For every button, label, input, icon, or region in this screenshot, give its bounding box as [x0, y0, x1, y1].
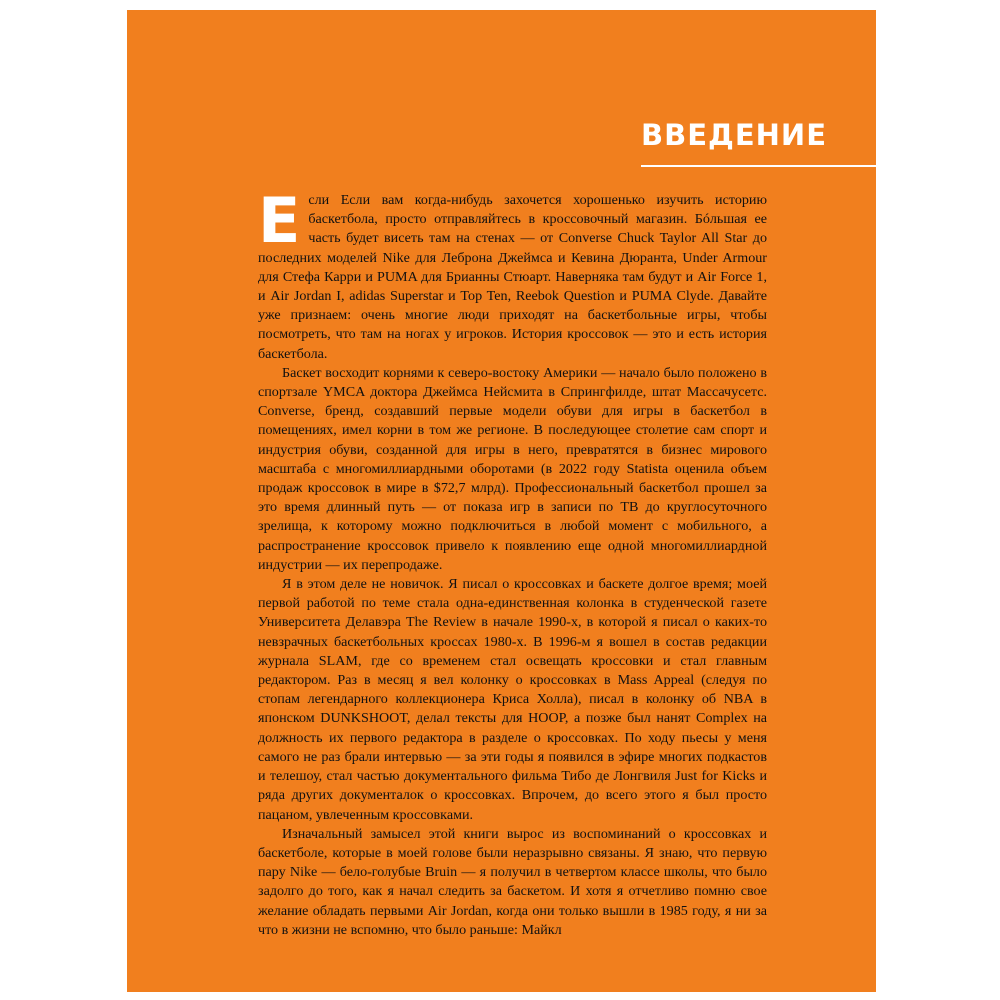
paragraph-2: Баскет восходит корнями к северо-востоку Америки — начало было положено в спортзале YMCA доктора Джеймса Нейсмита в Спрингфилде, штат Массачусетс. Converse, бренд, создавший первые модели обуви для игры в баскетбол в помещениях, имел корни в том же регионе. В последующее столетие сам спорт и индустрия обуви, созданной для игры в него, превратятся в бизнес мирового масштаба с многомиллиардными оборотами (в 2022 году Statista оценила объем продаж кроссовок в мире в $72,7 млрд). Профессиональный баскетбол прошел за это время длинный путь — от показа игр в записи по ТВ до круглосуточного зрелища, к которому можно подключиться в любой момент с мобильного, а распространение кроссовок привело к появлению еще одной многомиллиардной индустрии — их перепродаже.	[258, 364, 767, 573]
paragraph-1	[258, 184, 767, 364]
body-text	[258, 184, 767, 940]
book-page	[127, 10, 876, 992]
drop-cap: Е	[258, 184, 301, 257]
paragraph-4: Изначальный замысел этой книги вырос из воспоминаний о кроссовках и баскетболе, которые в моей голове были неразрывно связаны. Я знаю, что первую пару Nike — бело-голубые Bruin — я получил в четвертом классе школы, что было задолго до того, как я начал следить за баскетом. И хотя я отчетливо помню свое желание обладать первыми Air Jordan, когда они только вышли в 1985 году, я ни за что в жизни не вспомню, что было раньше: Майкл	[258, 825, 767, 938]
chapter-heading: ВВЕДЕНИЕ	[641, 118, 828, 152]
heading-rule	[641, 165, 876, 167]
paragraph-3: Я в этом деле не новичок. Я писал о кроссовках и баскете долгое время; моей первой работой по теме стала одна-единственная колонка в студенческой газете Университета Делавэра The Review в начале 1990-х, в которой я писал о каких-то невзрачных баскетбольных кроссах 1980-х. В 1996-м я вошел в состав редакции журнала SLAM, где со временем стал освещать кроссовки и стал главным редактором. Раз в месяц я вел колонку о кроссовках в Mass Appeal (следуя по стопам легендарного коллекционера Криса Холла), писал в колонку об NBA в японском DUNKSHOOT, делал тексты для HOOP, а позже был нанят Complex на должность их первого редактора в разделе о кроссовках. По ходу пьесы у меня самого не раз брали интервью — за эти годы я появился в эфире многих подкастов и телешоу, стал частью документального фильма Тибо де Лонгвиля Just for Kicks и ряда других документалок о кроссовках. Впрочем, до всего этого я был просто пацаном, увлеченным кроссовками.	[258, 576, 767, 823]
paragraph-1-text: сли Если вам когда-нибудь захочется хорошенько изучить историю баскетбола, просто отправляйтесь в кроссовочный магазин. Бóльшая ее часть будет висеть там на стенах — от Converse Chuck Taylor All Star до последних моделей Nike для Леброна Джеймса и Кевина Дюранта, Under Armour для Стефа Карри и PUMA для Брианны Стюарт. Наверняка там будут и Air Force 1, и Air Jordan I, adidas Superstar и Top Ten, Reebok Question и PUMA Clyde. Давайте уже признаем: очень многие люди приходят на баскетбольные игры, чтобы посмотреть, что там на ногах у игроков. История кроссовок — это и есть история баскетбола.	[258, 192, 767, 362]
